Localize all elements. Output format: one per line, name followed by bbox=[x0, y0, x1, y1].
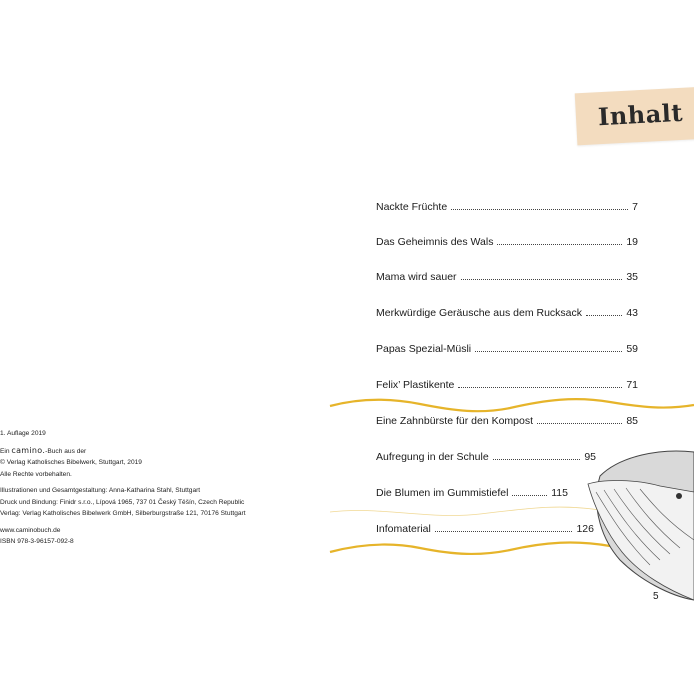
toc-entry-title: Felix’ Plastikente bbox=[376, 379, 455, 391]
toc-leader bbox=[493, 451, 581, 460]
toc-entry[interactable] bbox=[376, 451, 596, 465]
toc-entry[interactable] bbox=[376, 236, 638, 250]
page-number: 5 bbox=[653, 591, 659, 602]
toc-entry[interactable] bbox=[376, 415, 638, 429]
brand-suffix: -Buch aus der bbox=[45, 447, 87, 455]
toc-entry[interactable] bbox=[376, 379, 638, 393]
whale-eye-icon bbox=[676, 493, 682, 499]
toc-leader bbox=[586, 307, 622, 316]
toc-entry[interactable] bbox=[376, 487, 568, 501]
print-credit: Druck und Bindung: Finidr s.r.o., Lípová 1965, 737 01 Český Těšín, Czech Republic bbox=[0, 498, 245, 506]
wave-thin bbox=[330, 507, 600, 515]
toc-entry-title: Infomaterial bbox=[376, 523, 431, 535]
toc-entry[interactable] bbox=[376, 201, 638, 215]
toc-entry-title: Papas Spezial-Müsli bbox=[376, 343, 472, 355]
brand-logo: camino. bbox=[11, 445, 46, 455]
toc-entry-title: Merkwürdige Geräusche aus dem Rucksack bbox=[376, 307, 583, 319]
toc-entry-page: 43 bbox=[626, 307, 638, 319]
toc-entry-title: Nackte Früchte bbox=[376, 201, 448, 213]
toc-leader bbox=[512, 487, 547, 496]
toc-entry-page: 35 bbox=[626, 271, 638, 283]
edition: 1. Auflage 2019 bbox=[0, 430, 46, 437]
whale-illustration bbox=[588, 451, 694, 600]
toc-entry-page: 95 bbox=[584, 451, 596, 463]
isbn: ISBN 978-3-96157-092-8 bbox=[0, 538, 74, 545]
toc-leader bbox=[475, 343, 622, 352]
website: www.caminobuch.de bbox=[0, 526, 61, 534]
toc-entry-page: 85 bbox=[626, 415, 638, 427]
toc-leader bbox=[497, 236, 622, 245]
toc-leader bbox=[461, 271, 623, 280]
rights: Alle Rechte vorbehalten. bbox=[0, 470, 72, 478]
toc-entry-title: Mama wird sauer bbox=[376, 271, 457, 283]
toc-leader bbox=[435, 523, 573, 532]
toc-entry[interactable] bbox=[376, 523, 594, 537]
toc-heading: Inhalt bbox=[597, 97, 684, 132]
toc-entry-page: 19 bbox=[626, 236, 638, 248]
toc-entry-title: Das Geheimnis des Wals bbox=[376, 236, 494, 248]
toc-entry-title: Eine Zahnbürste für den Kompost bbox=[376, 415, 534, 427]
brand-prefix: Ein bbox=[0, 447, 10, 455]
toc-leader bbox=[458, 379, 622, 388]
toc-entry[interactable] bbox=[376, 271, 638, 285]
copyright: © Verlag Katholisches Bibelwerk, Stuttgart, 2019 bbox=[0, 459, 142, 466]
toc-leader bbox=[537, 415, 622, 424]
toc-entry-title: Die Blumen im Gummistiefel bbox=[376, 487, 509, 499]
toc-entry-title: Aufregung in der Schule bbox=[376, 451, 489, 463]
toc-entry-page: 71 bbox=[626, 379, 638, 391]
toc-entry[interactable] bbox=[376, 307, 638, 321]
toc-entry-page: 115 bbox=[551, 487, 568, 499]
toc-leader bbox=[451, 201, 628, 210]
toc-entry-page: 126 bbox=[576, 523, 594, 535]
toc-entry-page: 59 bbox=[626, 343, 638, 355]
illustrations-credit: Illustrationen und Gesamtgestaltung: Anna-Katharina Stahl, Stuttgart bbox=[0, 487, 201, 494]
toc-entry-page: 7 bbox=[632, 201, 638, 213]
toc-entry[interactable] bbox=[376, 343, 638, 357]
publisher-credit: Verlag: Verlag Katholisches Bibelwerk GmbH, Silberburgstraße 121, 70176 Stuttgart bbox=[0, 510, 246, 517]
wave-top bbox=[330, 399, 694, 411]
